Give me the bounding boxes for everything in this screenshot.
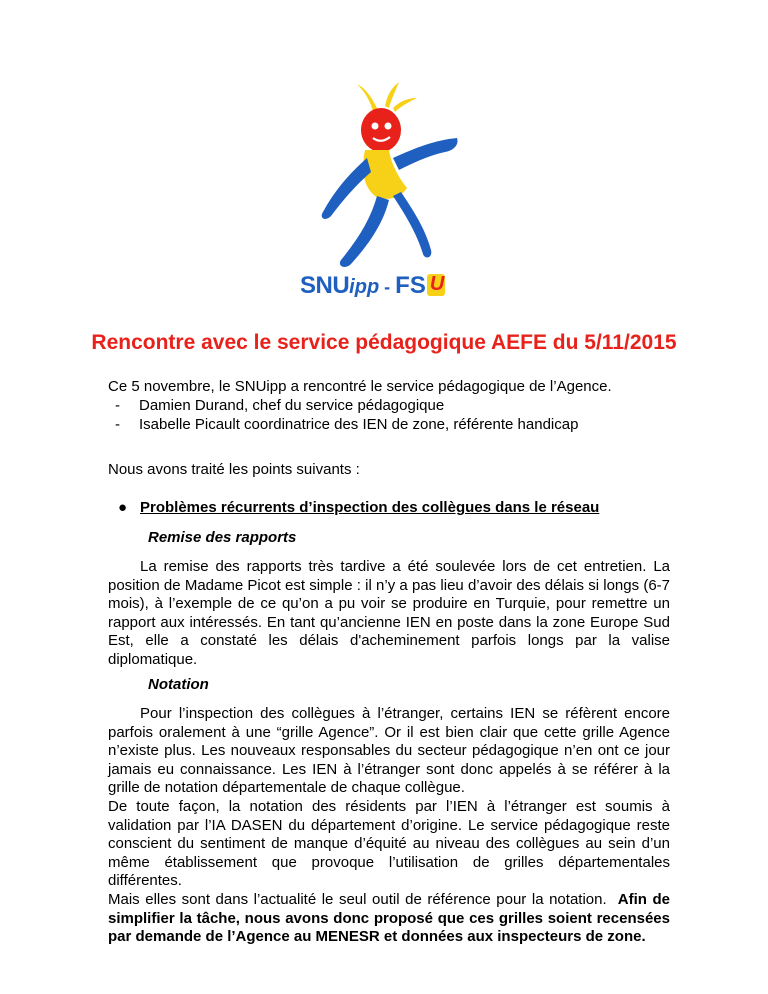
paragraph-remise-rapports: La remise des rapports très tardive a été soulevée lors de cet entretien. La position de Madame Picot est simple : il n’y a pas lieu d’avoir des délais si longs (6-7 mois), à l’exemple de ce qu’on a pu voir se produire en Turquie, pour remettre un rapport aux intéressés. En tant qu’ancienne IEN en poste dans la zone Europe Sud Est, elle a constaté les délais d'acheminement parfois longs par la valise diplomatique. (108, 558, 670, 668)
snuipp-fsu-wordmark (300, 272, 480, 302)
section-heading-text: Problèmes récurrents d’inspection des collègues dans le réseau (140, 499, 600, 516)
subheading-notation: Notation (148, 676, 209, 693)
subheading-remise-rapports: Remise des rapports (148, 529, 297, 546)
page-title: Rencontre avec le service pédagogique AEFE du 5/11/2015 (91, 331, 677, 354)
logo-ipp: ipp (349, 276, 380, 298)
notation-text-2: De toute façon, la notation des résidents par l’IEN à l’étranger est soumis à validation par l’IA DASEN du département d’origine. Le service pédagogique reste conscient du sentiment de manque d’équité au niveau des collègues au sein d’un même établissement que provoque l’utilisation de grilles départementales différentes. (108, 797, 670, 890)
logo-u-mark: U (427, 274, 445, 296)
attendees-list (115, 397, 578, 434)
logo-fs: FS (395, 272, 426, 299)
attendee-item: - Damien Durand, chef du service pédagogique (115, 397, 578, 416)
logo-snu: SNU (300, 272, 350, 299)
notation-text-3: Mais elles sont dans l’actualité le seul outil de référence pour la notation. (108, 890, 607, 908)
attendee-item: - Isabelle Picault coordinatrice des IEN de zone, référente handicap (115, 416, 578, 435)
notation-proposal: Afin de simplifier la tâche, nous avons donc proposé que ces grilles soient recensées par demande de l’Agence au MENESR et données aux inspecteurs de zone. (108, 890, 670, 946)
bullet-icon: ● (118, 499, 128, 516)
logo-dash: - (379, 277, 396, 297)
notation-text-3-block (108, 891, 670, 947)
points-intro: Nous avons traité les points suivants : (108, 461, 360, 478)
paragraph-notation (108, 705, 670, 947)
notation-text-1: Pour l’inspection des collègues à l’étranger, certains IEN se réfèrent encore parfois oralement à une “grille Agence”. Or il est bien clair que cette grille Agence n’existe plus. Les nouveaux responsables du secteur pédagogique n’en ont ce jour jamais eu connaissance. Les IEN à l’étranger sont donc appelés à se référer à la grille de notation départementale de chaque collègue. (108, 705, 670, 797)
intro-text: Ce 5 novembre, le SNUipp a rencontré le service pédagogique de l’Agence. (108, 378, 612, 395)
